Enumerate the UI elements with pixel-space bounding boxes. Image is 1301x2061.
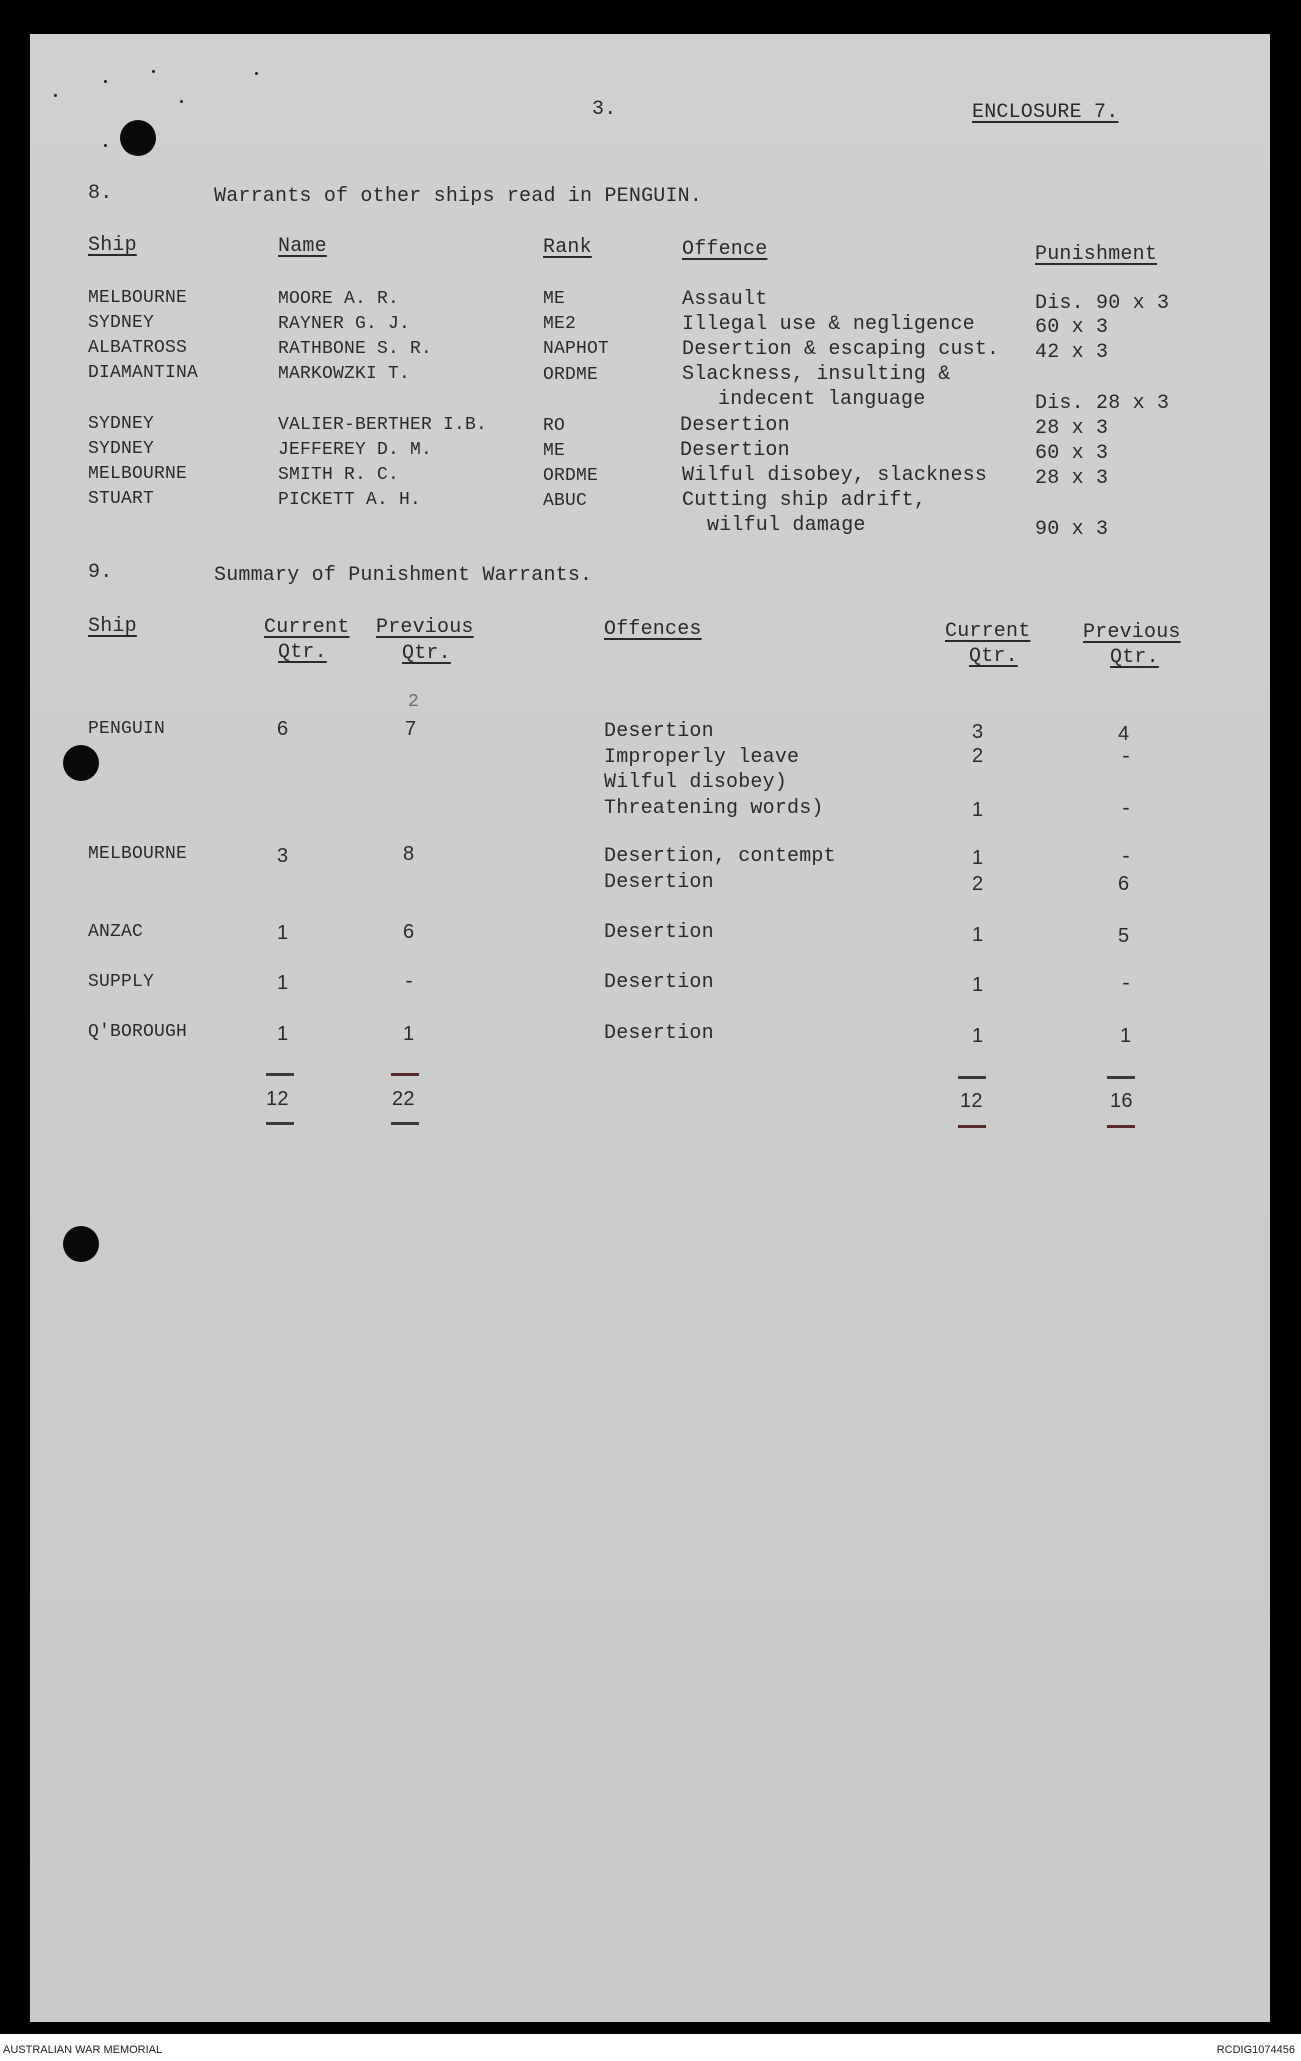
s8-row-name: MARKOWZKI T. xyxy=(278,364,411,384)
s9-header-offence-previous-qtr: Qtr. xyxy=(1110,646,1159,669)
penguin-correction-mark: 2 xyxy=(408,692,420,712)
s8-row-ship: STUART xyxy=(88,489,155,509)
s9-current: 1 xyxy=(277,972,289,994)
s9-offence: Desertion xyxy=(604,871,714,894)
s8-row-punishment: 42 x 3 xyxy=(1035,341,1109,364)
s8-row-ship: SYDNEY xyxy=(88,313,155,333)
s9-ship: SUPPLY xyxy=(88,972,155,992)
s8-row-name: PICKETT A. H. xyxy=(278,490,422,510)
s8-row-name: JEFFEREY D. M. xyxy=(278,440,433,460)
footer-source: AUSTRALIAN WAR MEMORIAL xyxy=(3,2044,163,2056)
s9-header-previous: Previous xyxy=(376,616,474,639)
s8-row-rank: ORDME xyxy=(543,365,599,385)
s9-offence-current: 3 xyxy=(972,721,984,743)
total-current: 12 xyxy=(266,1088,289,1110)
s8-row-rank: ME xyxy=(543,441,566,461)
s8-row-offence: Cutting ship adrift, xyxy=(682,489,927,512)
s9-header-offence-current-qtr: Qtr. xyxy=(969,645,1018,668)
speck xyxy=(54,94,57,97)
total-rule-top xyxy=(266,1073,294,1076)
s9-previous: - xyxy=(403,971,416,994)
s9-offence-current: 1 xyxy=(972,847,984,869)
s9-header-previous-qtr: Qtr. xyxy=(402,642,451,665)
s8-row-offence-cont: wilful damage xyxy=(707,514,866,537)
s8-row-offence: Desertion & escaping cust. xyxy=(682,338,1000,361)
s8-row-ship: MELBOURNE xyxy=(88,288,188,308)
s8-row-name: SMITH R. C. xyxy=(278,465,400,485)
total-rule-top xyxy=(391,1073,419,1076)
s9-offence: Desertion xyxy=(604,971,714,994)
s8-row-name: MOORE A. R. xyxy=(278,289,400,309)
s8-row-rank: RO xyxy=(543,416,566,436)
s9-offence: Desertion xyxy=(604,921,714,944)
total-rule-bottom xyxy=(958,1125,986,1128)
s9-offence-previous: 6 xyxy=(1118,873,1130,895)
s9-offence: Threatening words) xyxy=(604,797,824,820)
s9-previous: 6 xyxy=(403,921,415,943)
s9-offence-previous: 1 xyxy=(1120,1025,1132,1047)
s8-row-offence: Illegal use & negligence xyxy=(682,313,975,336)
s9-current: 6 xyxy=(277,718,289,740)
s9-header-current-qtr: Qtr. xyxy=(278,641,327,664)
s9-offence-current: 2 xyxy=(972,745,984,767)
s9-offence-current: 1 xyxy=(972,924,984,946)
s9-header-offence-current: Current xyxy=(945,620,1031,643)
s8-header-punishment: Punishment xyxy=(1035,243,1158,266)
s8-row-ship: MELBOURNE xyxy=(88,464,188,484)
s8-row-ship: ALBATROSS xyxy=(88,338,188,358)
s8-row-offence-cont: indecent language xyxy=(718,388,926,411)
s9-previous: 8 xyxy=(403,843,415,865)
s8-row-punishment: Dis. 90 x 3 xyxy=(1035,292,1170,315)
s9-offence-current: 2 xyxy=(972,873,984,895)
s8-row-offence: Wilful disobey, slackness xyxy=(682,464,988,487)
enclosure-label: ENCLOSURE 7. xyxy=(972,101,1119,124)
s8-header-offence: Offence xyxy=(682,238,768,261)
s9-header-offence-previous: Previous xyxy=(1083,621,1181,644)
total-offence-current: 12 xyxy=(960,1090,983,1112)
speck xyxy=(180,100,183,103)
s8-row-punishment: Dis. 28 x 3 xyxy=(1035,392,1170,415)
s8-row-rank: ME2 xyxy=(543,314,577,334)
s9-offence-previous: - xyxy=(1120,746,1133,769)
s9-offence: Desertion, contempt xyxy=(604,845,836,868)
total-rule-bottom xyxy=(266,1122,294,1125)
speck xyxy=(255,72,258,75)
s9-ship: MELBOURNE xyxy=(88,844,188,864)
s9-current: 3 xyxy=(277,845,289,867)
archive-footer xyxy=(0,2034,1301,2061)
total-rule-top xyxy=(1107,1076,1135,1079)
s9-offence: Desertion xyxy=(604,720,714,743)
s8-header-ship: Ship xyxy=(88,234,137,257)
s9-header-ship: Ship xyxy=(88,615,137,638)
s8-row-punishment: 60 x 3 xyxy=(1035,442,1109,465)
s8-row-offence: Desertion xyxy=(680,414,790,437)
s8-row-punishment: 28 x 3 xyxy=(1035,467,1109,490)
s9-offence: Wilful disobey) xyxy=(604,771,788,794)
s9-ship: ANZAC xyxy=(88,922,144,942)
section9-title: Summary of Punishment Warrants. xyxy=(214,564,593,587)
punch-hole-top xyxy=(120,120,156,156)
section8-title: Warrants of other ships read in PENGUIN. xyxy=(214,185,703,208)
footer-id: RCDIG1074456 xyxy=(1216,2044,1295,2056)
total-offence-previous: 16 xyxy=(1110,1090,1133,1112)
s8-row-offence: Desertion xyxy=(680,439,790,462)
s9-offence-previous: - xyxy=(1120,798,1133,821)
s9-header-current: Current xyxy=(264,616,350,639)
total-rule-bottom xyxy=(391,1122,419,1125)
punch-hole-middle xyxy=(63,745,99,781)
s8-row-ship: DIAMANTINA xyxy=(88,363,199,383)
s8-row-name: RAYNER G. J. xyxy=(278,314,411,334)
s9-current: 1 xyxy=(277,1023,289,1045)
s9-ship: Q'BOROUGH xyxy=(88,1022,188,1042)
s9-ship: PENGUIN xyxy=(88,719,166,739)
s8-row-rank: ORDME xyxy=(543,466,599,486)
punch-hole-bottom xyxy=(63,1226,99,1262)
s8-row-name: VALIER-BERTHER I.B. xyxy=(278,415,488,435)
s8-row-punishment: 90 x 3 xyxy=(1035,518,1109,541)
s9-previous: 7 xyxy=(405,718,417,740)
s9-current: 1 xyxy=(277,922,289,944)
total-rule-top xyxy=(958,1076,986,1079)
speck xyxy=(104,80,107,83)
s8-header-rank: Rank xyxy=(543,236,592,259)
s8-row-punishment: 28 x 3 xyxy=(1035,417,1109,440)
s9-previous: 1 xyxy=(403,1023,415,1045)
page-number: 3. xyxy=(592,98,617,121)
s9-offence-previous: 5 xyxy=(1118,925,1130,947)
s9-offence-previous: 4 xyxy=(1118,723,1130,745)
s8-row-name: RATHBONE S. R. xyxy=(278,339,433,359)
s9-header-offences: Offences xyxy=(604,618,702,641)
section9-number: 9. xyxy=(88,561,113,584)
document-page xyxy=(30,34,1270,2022)
s8-row-ship: SYDNEY xyxy=(88,439,155,459)
s9-offence-current: 1 xyxy=(972,799,984,821)
speck xyxy=(152,70,155,73)
s8-row-punishment: 60 x 3 xyxy=(1035,316,1109,339)
s8-row-offence: Assault xyxy=(682,288,768,311)
s9-offence: Desertion xyxy=(604,1022,714,1045)
s9-offence-previous: - xyxy=(1120,973,1133,996)
s9-offence-previous: - xyxy=(1120,846,1133,869)
s8-row-rank: NAPHOT xyxy=(543,339,610,359)
s8-header-name: Name xyxy=(278,235,327,258)
total-rule-bottom xyxy=(1107,1125,1135,1128)
speck xyxy=(104,144,107,147)
s8-row-ship: SYDNEY xyxy=(88,414,155,434)
s8-row-offence: Slackness, insulting & xyxy=(682,363,951,386)
total-previous: 22 xyxy=(392,1088,415,1110)
s9-offence: Improperly leave xyxy=(604,746,800,769)
s8-row-rank: ME xyxy=(543,289,566,309)
s8-row-rank: ABUC xyxy=(543,491,588,511)
s9-offence-current: 1 xyxy=(972,974,984,996)
section8-number: 8. xyxy=(88,182,113,205)
s9-offence-current: 1 xyxy=(972,1025,984,1047)
